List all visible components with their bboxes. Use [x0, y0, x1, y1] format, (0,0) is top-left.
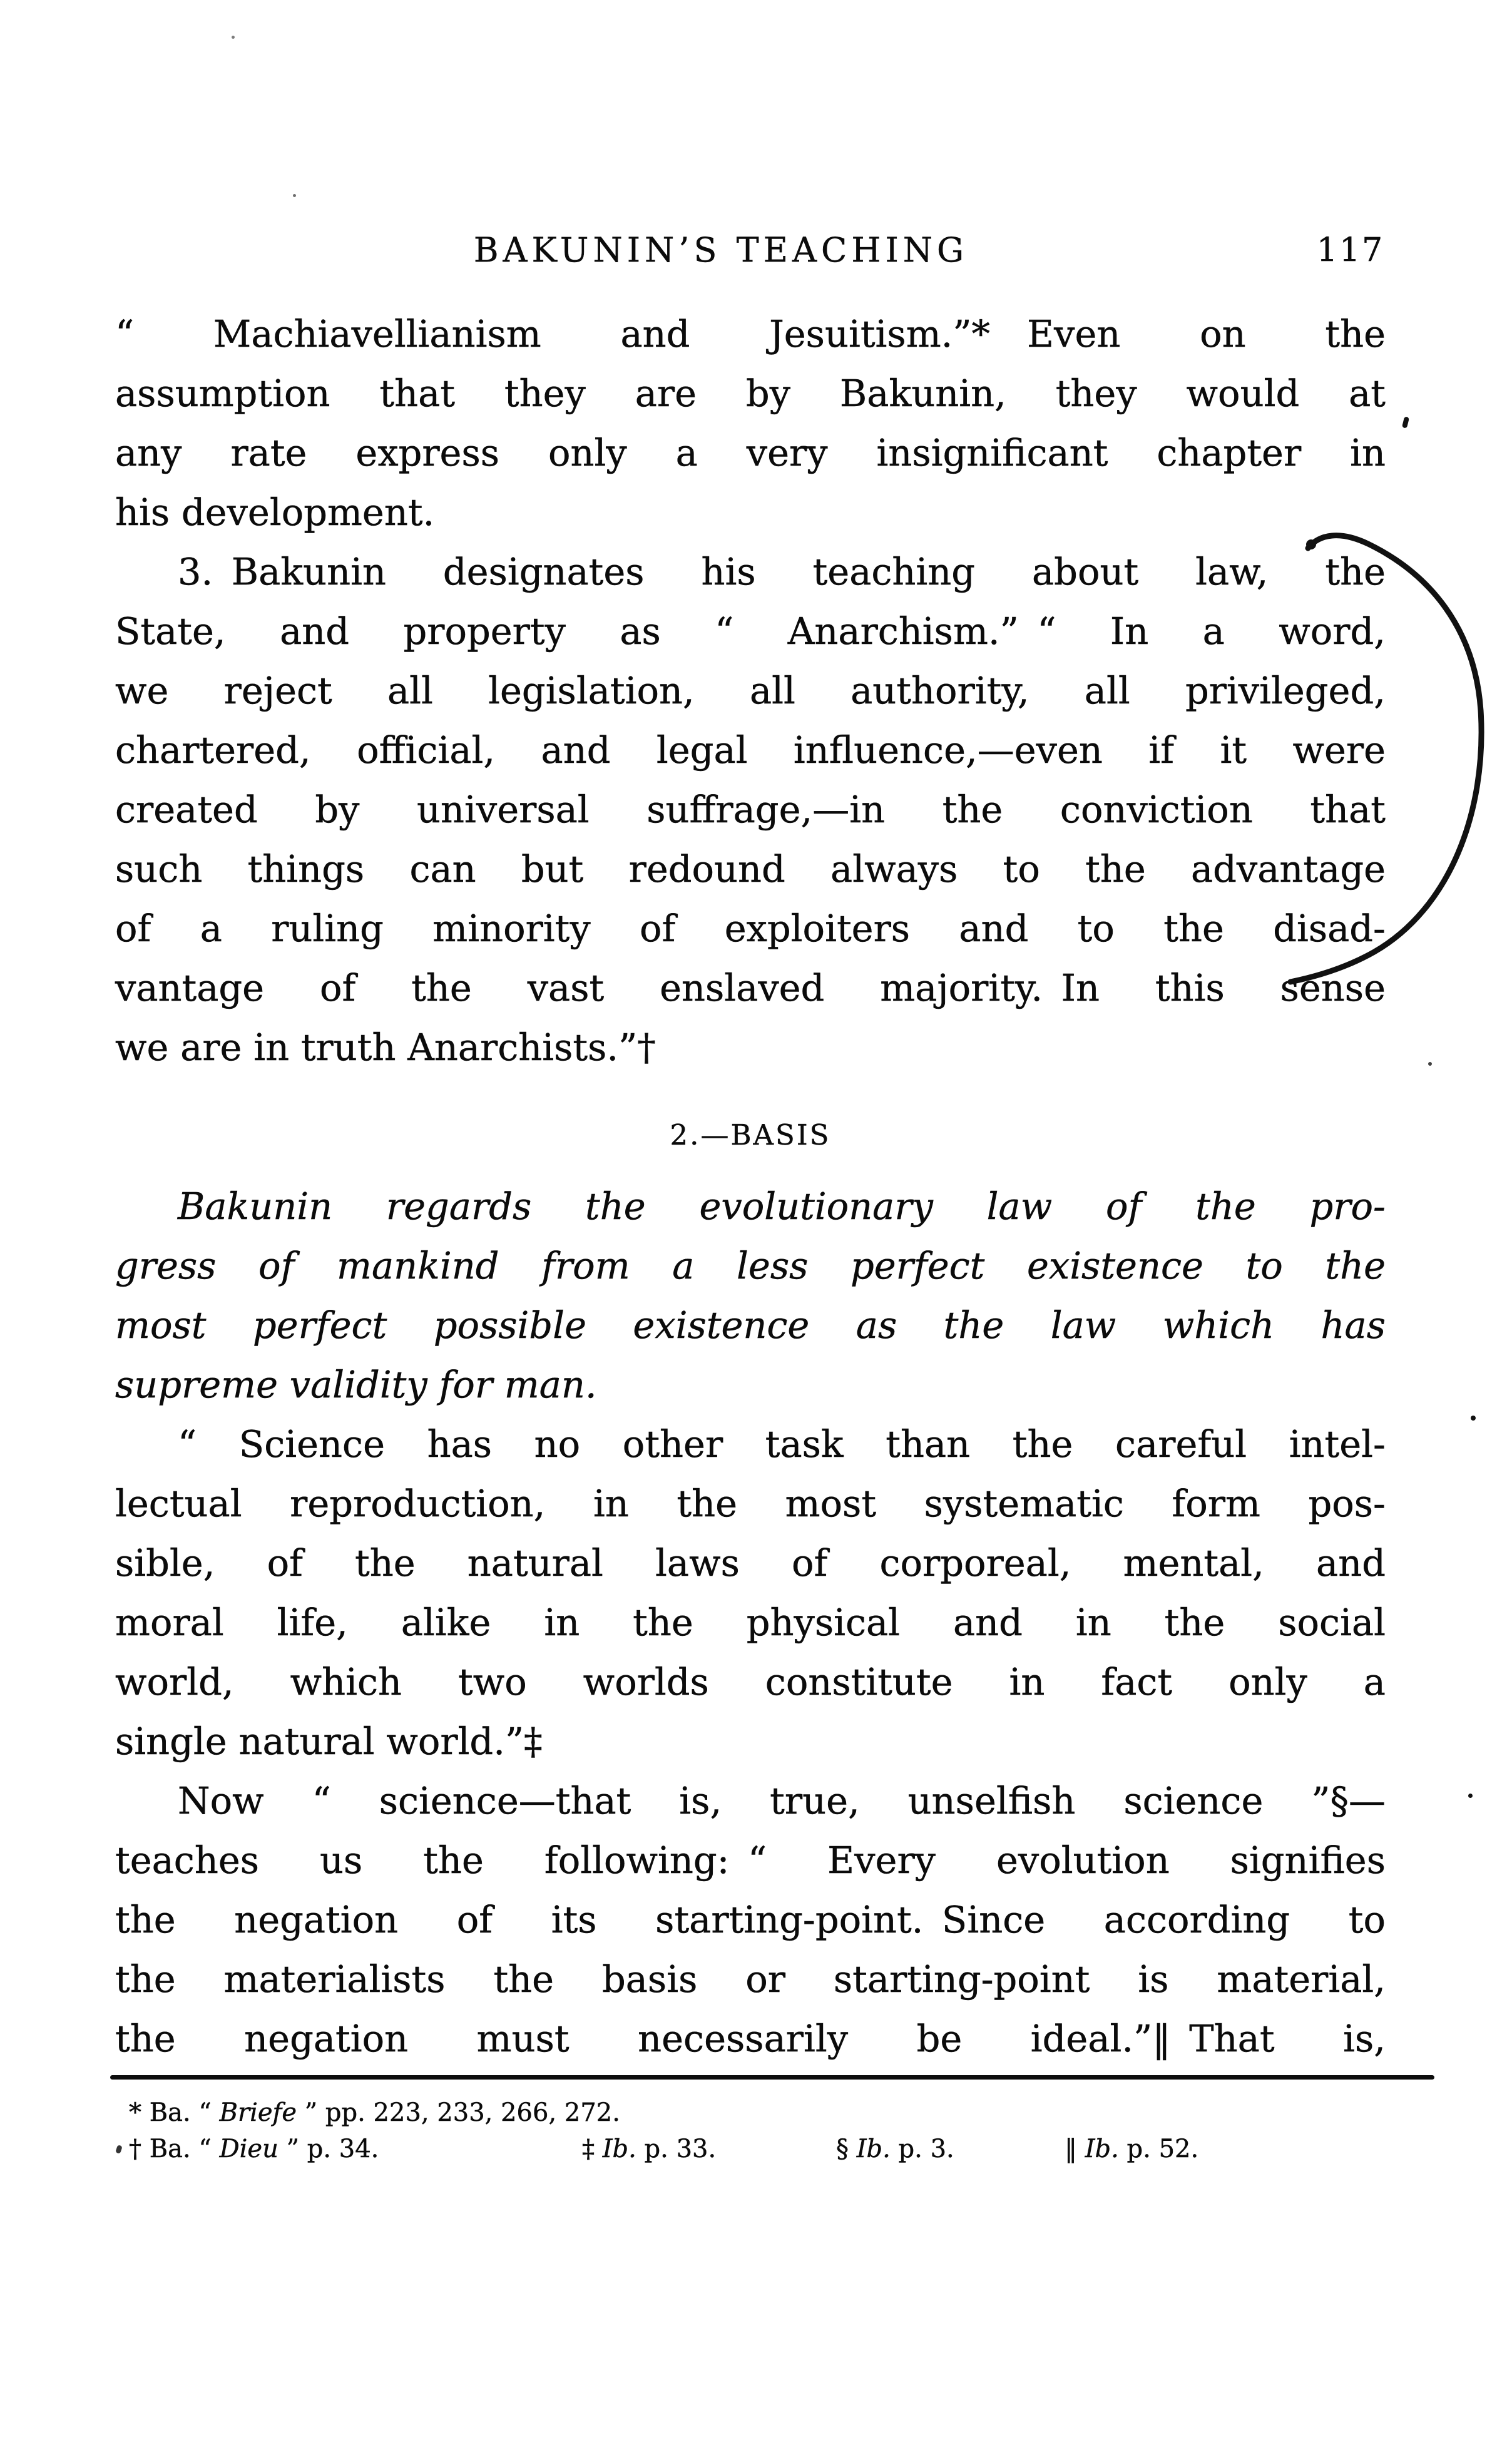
- text-line: 3. Bakunin designates his teaching about law, the: [178, 550, 1386, 593]
- text-line: “ Science has no other task than the careful intel-: [178, 1422, 1386, 1466]
- text-line: of a ruling minority of exploiters and to the disad-: [115, 907, 1386, 950]
- paragraph-anarchism: [115, 542, 1386, 1077]
- footnote-citation-italic: Dieu: [219, 2135, 278, 2163]
- text-line: the materialists the basis or starting-point is material,: [115, 1958, 1386, 2001]
- footnote-divider-rule: [110, 2075, 1434, 2080]
- text-line: State, and property as “ Anarchism.” “ In a word,: [115, 610, 1386, 653]
- footnote-ref-parallel: [1065, 2131, 1198, 2167]
- scan-speck: [293, 194, 296, 197]
- scan-speck: [115, 2145, 123, 2154]
- scan-speck: [1471, 1416, 1476, 1421]
- paragraph-machiavellianism: [115, 304, 1386, 542]
- text-line: supreme validity for man.: [115, 1363, 597, 1406]
- text-line: the negation must necessarily be ideal.”‖ That is,: [115, 2017, 1386, 2060]
- text-line: gress of mankind from a less perfect existence to the: [115, 1244, 1386, 1287]
- footnote-line-1: [129, 2095, 620, 2130]
- running-header-title: BAKUNIN’S TEACHING: [473, 230, 969, 270]
- footnote-text: p. 52.: [1118, 2135, 1199, 2163]
- text-line: lectual reproduction, in the most systematic form pos-: [115, 1482, 1386, 1525]
- footnote-citation-italic: Ib.: [602, 2135, 636, 2163]
- text-line: most perfect possible existence as the law which has: [115, 1304, 1386, 1347]
- footnote-text: ” pp. 223, 233, 266, 272.: [297, 2098, 620, 2127]
- footnote-ref-dagger: [129, 2131, 379, 2167]
- footnote-text: ‡: [582, 2135, 603, 2163]
- footnote-ref-double-dagger: [582, 2131, 716, 2167]
- paragraph-science-task: [115, 1414, 1386, 1771]
- paragraph-evolutionary-law-italic: [115, 1177, 1386, 1414]
- section-heading-basis: 2.—BASIS: [670, 1118, 831, 1151]
- scan-speck: [1402, 416, 1409, 428]
- text-line: created by universal suffrage,—in the conviction that: [115, 788, 1386, 831]
- footnote-text: ‖: [1065, 2135, 1085, 2163]
- text-line: we are in truth Anarchists.”†: [115, 1026, 656, 1069]
- footnote-citation-italic: Ib.: [1085, 2135, 1119, 2163]
- text-line: Now “ science—that is, true, unselfish science ”§—: [178, 1779, 1386, 1822]
- text-line: the negation of its starting-point. Since according to: [115, 1898, 1386, 1941]
- page-number: 117: [1317, 232, 1385, 269]
- footnote-citation-italic: Briefe: [219, 2098, 297, 2127]
- footnote-text: † Ba. “: [129, 2135, 220, 2163]
- footnote-text: p. 33.: [636, 2135, 717, 2163]
- text-line: moral life, alike in the physical and in the social: [115, 1601, 1386, 1644]
- footnote-citation-italic: Ib.: [856, 2135, 891, 2163]
- scan-speck: [1428, 1062, 1432, 1066]
- text-line: such things can but redound always to the advantage: [115, 847, 1386, 891]
- text-line: any rate express only a very insignificant chapter in: [115, 431, 1386, 474]
- text-line: chartered, official, and legal influence,—even if it were: [115, 728, 1386, 772]
- text-line: Bakunin regards the evolutionary law of the pro-: [178, 1185, 1386, 1228]
- paragraph-true-science: [115, 1771, 1386, 2068]
- scan-speck: [1468, 1794, 1473, 1798]
- footnote-text: §: [836, 2135, 857, 2163]
- text-line: single natural world.”‡: [115, 1720, 543, 1763]
- text-line: teaches us the following: “ Every evolution signifies: [115, 1839, 1386, 1882]
- text-line: sible, of the natural laws of corporeal, mental, and: [115, 1541, 1386, 1585]
- text-line: world, which two worlds constitute in fact only a: [115, 1660, 1386, 1703]
- text-line: we reject all legislation, all authority, all privileged,: [115, 669, 1386, 712]
- footnote-text: * Ba. “: [129, 2098, 220, 2127]
- text-line: “ Machiavellianism and Jesuitism.”* Even on the: [115, 312, 1386, 355]
- footnote-ref-section: [836, 2131, 954, 2167]
- text-line: vantage of the vast enslaved majority. In this sense: [115, 966, 1386, 1009]
- text-line: his development.: [115, 491, 435, 534]
- scan-speck: [232, 36, 235, 39]
- text-line: assumption that they are by Bakunin, they would at: [115, 372, 1386, 415]
- footnote-text: ” p. 34.: [278, 2135, 379, 2163]
- footnote-text: p. 3.: [890, 2135, 954, 2163]
